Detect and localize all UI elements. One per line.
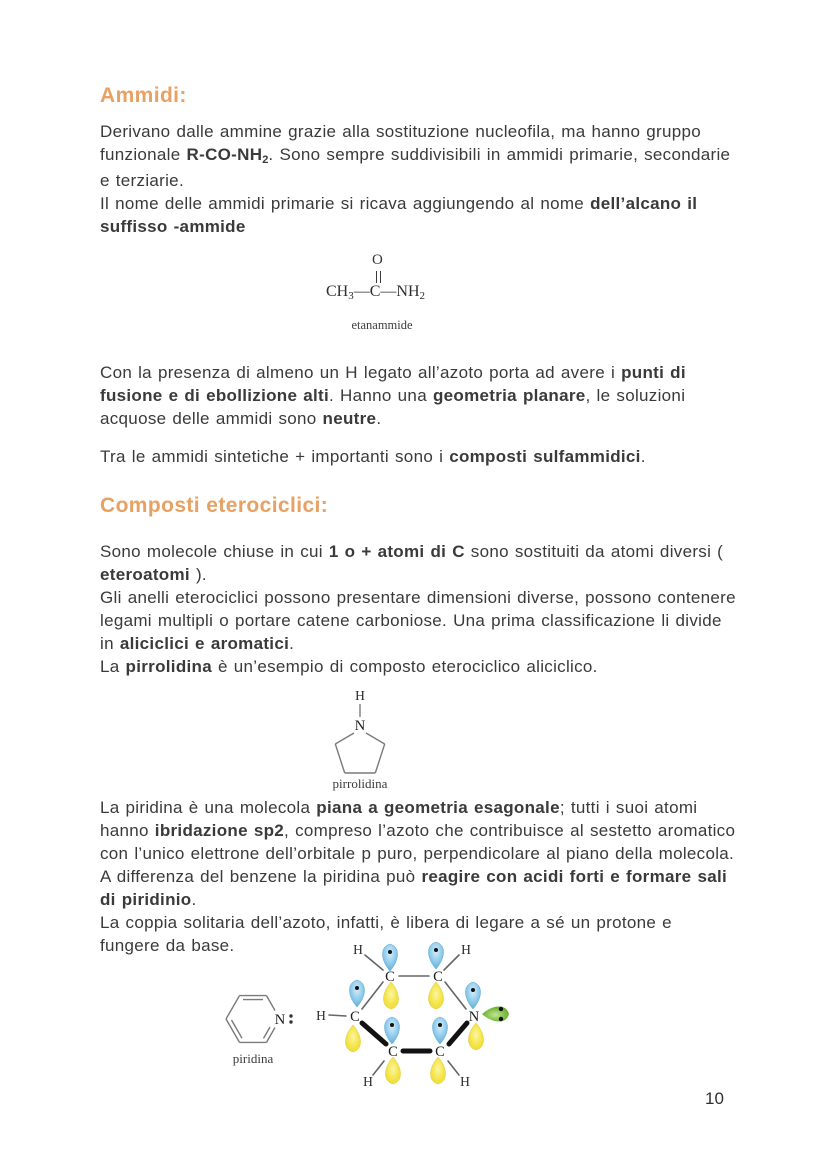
text-run: . Hanno una [329, 386, 433, 405]
atom-label-n: N [274, 1012, 286, 1028]
text-run: ; tutti i suoi atomi hanno [100, 798, 698, 840]
text-run: . [191, 890, 197, 909]
atom-n-right: N [468, 1009, 480, 1025]
text-run-bold: piana a geometria esagonale [316, 798, 560, 817]
atom-c-top-right: C [433, 969, 443, 985]
paragraph-ammidi-properties [100, 361, 736, 430]
section-heading-ammidi: Ammidi: [100, 84, 187, 107]
paragraph-text [100, 796, 736, 911]
text-run: La piridina è una molecola [100, 798, 317, 817]
figure-piridina-orbitals [303, 930, 548, 1102]
atom-h-bottom-left: H [363, 1074, 373, 1089]
paragraph-ammidi-intro [100, 120, 736, 238]
figure-pirrolidina [316, 686, 406, 796]
text-run-bold: 1 o + atomi di C [328, 542, 465, 561]
text-run: , compreso l’azoto che contribuisce al sestetto aromatico con l’unico elettrone dell’orbitale p puro, perpendicolare al piano della molecola. A differenza del benzene la piridina può [100, 821, 736, 886]
text-run-bold: dell’alcano il suffisso -ammide [100, 194, 698, 236]
text-run: è un’esempio di composto eterociclico aliciclico. [211, 657, 598, 676]
paragraph-text [100, 120, 736, 192]
yellow-orbital-lobes [345, 982, 483, 1084]
text-run-bold: pirrolidina [125, 657, 212, 676]
text-run-bold: aliciclici e aromatici [119, 634, 290, 653]
paragraph-text [100, 540, 736, 586]
double-bond [376, 271, 381, 283]
atom-h-bottom-right: H [460, 1074, 470, 1089]
text-run: . [289, 634, 295, 653]
text-run: La coppia solitaria dell’azoto, infatti, è libera di legare a sé un protone e fungere da base. [100, 913, 672, 955]
formula-nh: NH [396, 283, 420, 300]
text-run: sono sostituiti da atomi diversi ( [464, 542, 724, 561]
figure-label-piridina: piridina [232, 1051, 274, 1066]
paragraph-text [100, 586, 736, 655]
formula-ch: CH [326, 283, 349, 300]
single-bond: — [353, 283, 370, 300]
text-run: Il nome delle ammidi primarie si ricava aggiungendo al nome [100, 194, 591, 213]
atom-c-bottom-right: C [435, 1044, 445, 1060]
paragraph-text [100, 655, 736, 678]
page-number: 10 [705, 1089, 724, 1108]
single-bond: — [380, 283, 397, 300]
text-run-bold: eteroatomi [100, 565, 190, 584]
paragraph-ammidi-sintetiche [100, 445, 736, 468]
subscript: 2 [262, 154, 269, 166]
text-run: Con la presenza di almeno un H legato all’azoto porta ad avere i [100, 363, 622, 382]
formula-etanammide [326, 283, 425, 301]
text-run: Gli anelli eterociclici possono presentare dimensioni diverse, possono contenere legami multipli o portare catene carboniose. Una prima classificazione li divide in [100, 588, 736, 653]
lone-pair-dots [289, 1014, 292, 1023]
text-run: Derivano dalle ammine grazie alla sostituzione nucleofila, ma hanno gruppo funzionale [100, 122, 702, 164]
text-run-bold: punti di fusione e di ebollizione alti [100, 363, 686, 405]
figure-label-etanammide: etanammide [351, 318, 413, 332]
figure-label-pirrolidina: pirrolidina [332, 776, 388, 791]
subscript: 3 [348, 290, 354, 302]
ring-bonds [362, 976, 467, 1051]
pirrolidina-ring [335, 733, 384, 773]
atom-label-n: N [354, 718, 366, 734]
text-run: . [640, 447, 646, 466]
atom-c-bottom-left: C [388, 1044, 398, 1060]
atom-h-left: H [316, 1008, 326, 1023]
text-run: Sono molecole chiuse in cui [100, 542, 329, 561]
atom-label-oxygen: O [372, 252, 383, 268]
text-run: . [376, 409, 382, 428]
section-heading-eterociclici: Composti eterociclici: [100, 494, 329, 517]
paragraph-eterociclici [100, 540, 736, 678]
text-run-bold: geometria planare [432, 386, 586, 405]
atom-c-top-left: C [385, 969, 395, 985]
text-run: La [100, 657, 126, 676]
atom-label-h: H [355, 688, 365, 703]
atom-c-left: C [350, 1009, 360, 1025]
atom-h-top-left: H [353, 942, 363, 957]
atom-h-top-right: H [461, 942, 471, 957]
electron-dots [355, 948, 475, 1027]
paragraph-text [100, 192, 736, 238]
text-run: Tra le ammidi sintetiche + importanti sono i [100, 447, 450, 466]
text-run-bold: composti sulfammidici [449, 447, 641, 466]
text-run: . Sono sempre suddivisibili in ammidi primarie, secondarie e terziarie. [100, 145, 731, 190]
piridina-ring [226, 996, 275, 1043]
subscript: 2 [419, 290, 426, 302]
text-run-bold: neutre [322, 409, 377, 428]
text-run-bold: ibridazione sp2 [154, 821, 285, 840]
text-run: ). [189, 565, 207, 584]
formula-c: C [369, 283, 381, 300]
text-run-bold: reagire con acidi forti e formare sali di piridinio [100, 867, 727, 909]
text-run: , le soluzioni acquose delle ammidi sono [100, 386, 686, 428]
text-run-bold: R-CO-NH [186, 145, 263, 164]
lone-pair-lobe [482, 1006, 509, 1021]
